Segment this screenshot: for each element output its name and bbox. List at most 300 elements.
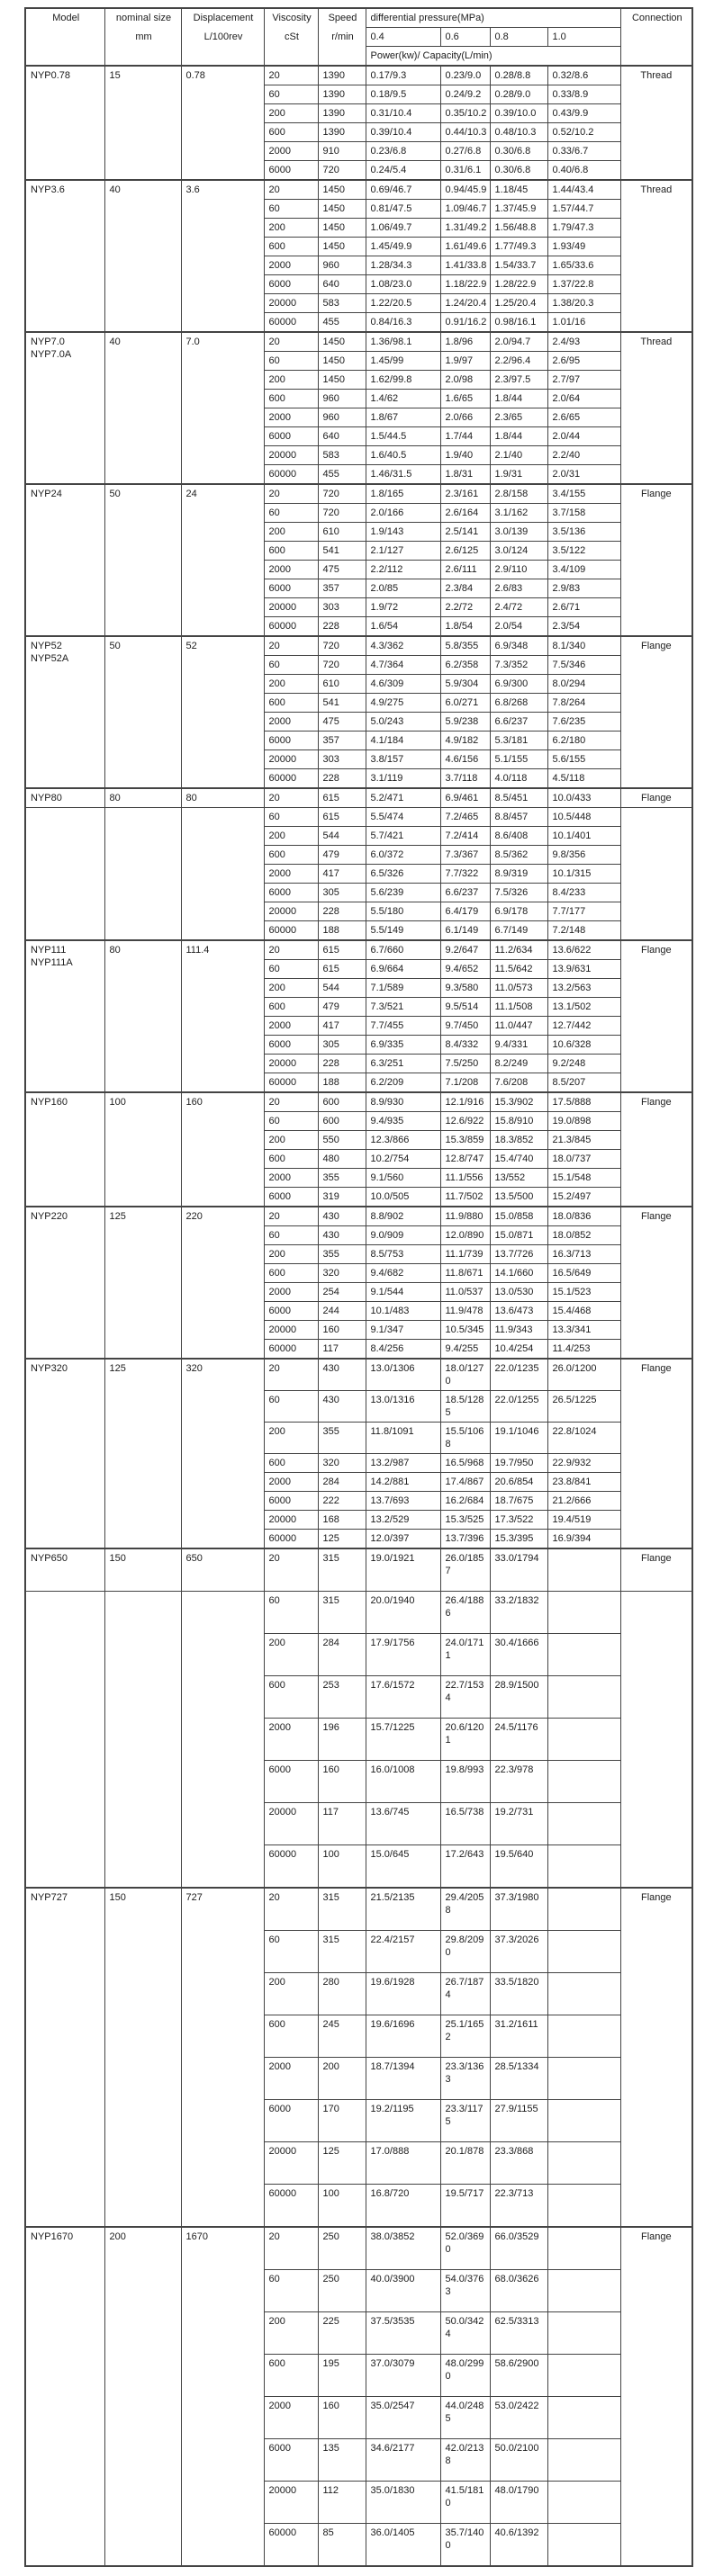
speed-cell: 1450 [318, 180, 366, 200]
p06-cell: 1.9/97 [440, 352, 490, 371]
p06-cell: 0.44/10.3 [440, 123, 490, 142]
speed-cell: 254 [318, 1283, 366, 1302]
viscosity-cell: 6000 [264, 2439, 318, 2482]
viscosity-cell: 2000 [264, 2058, 318, 2100]
header-displacement-unit: L/100rev [203, 31, 243, 42]
p04-cell: 1.45/49.9 [366, 238, 440, 256]
p08-cell: 37.3/2026 [490, 1931, 547, 1973]
p10-cell: 9.8/356 [547, 846, 620, 865]
header-nominal-size [104, 8, 181, 66]
table-row [25, 940, 692, 960]
p04-cell: 5.5/149 [366, 921, 440, 941]
p06-cell: 6.9/461 [440, 788, 490, 808]
p04-cell: 9.1/544 [366, 1283, 440, 1302]
p10-cell [547, 1931, 620, 1973]
p06-cell: 19.8/993 [440, 1761, 490, 1803]
viscosity-cell: 20000 [264, 446, 318, 465]
displacement-cell: 111.4 [181, 940, 264, 1092]
p06-cell: 4.6/156 [440, 750, 490, 769]
p06-cell: 29.8/2090 [440, 1931, 490, 1973]
p08-cell: 13/552 [490, 1169, 547, 1188]
p04-cell: 1.4/62 [366, 390, 440, 408]
viscosity-cell: 600 [264, 998, 318, 1017]
viscosity-cell: 600 [264, 1676, 318, 1719]
p04-cell: 14.2/881 [366, 1473, 440, 1492]
speed-cell: 355 [318, 1245, 366, 1264]
p10-cell: 8.5/207 [547, 1073, 620, 1093]
p04-cell: 10.0/505 [366, 1188, 440, 1207]
p10-cell: 7.7/177 [547, 902, 620, 921]
p10-cell: 6.2/180 [547, 732, 620, 750]
viscosity-cell: 20000 [264, 1803, 318, 1845]
speed-cell: 475 [318, 713, 366, 732]
viscosity-cell: 20000 [264, 294, 318, 313]
viscosity-cell: 200 [264, 523, 318, 542]
p10-cell: 13.1/502 [547, 998, 620, 1017]
p10-cell: 8.0/294 [547, 675, 620, 694]
p08-cell: 22.0/1255 [490, 1391, 547, 1423]
p06-cell: 12.1/916 [440, 1092, 490, 1112]
nominal-size-cell: 150 [104, 1548, 181, 1592]
p04-cell: 3.8/157 [366, 750, 440, 769]
viscosity-cell: 2000 [264, 2397, 318, 2439]
p08-cell: 58.6/2900 [490, 2355, 547, 2397]
viscosity-cell: 60 [264, 1112, 318, 1131]
p08-cell: 11.9/343 [490, 1321, 547, 1340]
p06-cell: 6.0/271 [440, 694, 490, 713]
p06-cell: 23.3/1175 [440, 2100, 490, 2142]
nominal-size-cell: 150 [104, 1888, 181, 2227]
p10-cell: 18.0/836 [547, 1207, 620, 1226]
p06-cell: 15.3/859 [440, 1131, 490, 1150]
p10-cell [547, 2015, 620, 2058]
p06-cell: 11.9/880 [440, 1207, 490, 1226]
p08-cell: 28.9/1500 [490, 1676, 547, 1719]
p08-cell: 33.0/1794 [490, 1548, 547, 1592]
p10-cell: 16.3/713 [547, 1245, 620, 1264]
displacement-cell: 7.0 [181, 332, 264, 484]
model-cell: NYP727 [25, 1888, 104, 2227]
p08-cell: 13.0/530 [490, 1283, 547, 1302]
p08-cell: 4.0/118 [490, 769, 547, 789]
p08-cell: 22.3/978 [490, 1761, 547, 1803]
speed-cell: 320 [318, 1454, 366, 1473]
p04-cell: 15.7/1225 [366, 1719, 440, 1761]
speed-cell: 160 [318, 2397, 366, 2439]
p04-cell: 9.0/909 [366, 1226, 440, 1245]
p08-cell: 0.28/8.8 [490, 66, 547, 85]
p04-cell: 8.4/256 [366, 1340, 440, 1360]
model-cell: NYP0.78 [25, 66, 104, 180]
header-power-capacity: Power(kw)/ Capacity(L/min) [366, 47, 620, 67]
p10-cell: 13.6/622 [547, 940, 620, 960]
p10-cell [547, 2185, 620, 2228]
p08-cell: 19.5/640 [490, 1845, 547, 1889]
p04-cell: 21.5/2135 [366, 1888, 440, 1931]
p04-cell: 3.1/119 [366, 769, 440, 789]
header-nominal-size-unit: mm [135, 31, 152, 42]
p04-cell: 1.08/23.0 [366, 275, 440, 294]
p04-cell: 13.2/529 [366, 1511, 440, 1530]
viscosity-cell: 60 [264, 504, 318, 523]
p08-cell: 62.5/3313 [490, 2312, 547, 2355]
viscosity-cell: 200 [264, 1131, 318, 1150]
p08-cell: 22.0/1235 [490, 1359, 547, 1391]
p08-cell: 31.2/1611 [490, 2015, 547, 2058]
p06-cell: 1.8/31 [440, 465, 490, 485]
p06-cell: 1.8/96 [440, 332, 490, 352]
speed-cell: 244 [318, 1302, 366, 1321]
viscosity-cell: 20000 [264, 902, 318, 921]
viscosity-cell: 20 [264, 1359, 318, 1391]
p10-cell [547, 2482, 620, 2524]
viscosity-cell: 60000 [264, 1073, 318, 1093]
p08-cell: 18.3/852 [490, 1131, 547, 1150]
p06-cell: 5.8/355 [440, 636, 490, 656]
speed-cell: 430 [318, 1359, 366, 1391]
p04-cell: 17.9/1756 [366, 1634, 440, 1676]
p04-cell: 2.1/127 [366, 542, 440, 561]
header-connection: Connection [620, 8, 692, 66]
p04-cell: 6.9/664 [366, 960, 440, 979]
connection-cell: Flange [620, 1548, 692, 1592]
p06-cell: 2.5/141 [440, 523, 490, 542]
speed-cell: 600 [318, 1092, 366, 1112]
p04-cell: 1.9/72 [366, 598, 440, 617]
viscosity-cell: 2000 [264, 865, 318, 884]
header-viscosity-unit: cSt [285, 31, 299, 42]
p10-cell: 10.1/401 [547, 827, 620, 846]
connection-cell: Flange [620, 636, 692, 788]
p04-cell: 4.9/275 [366, 694, 440, 713]
p08-cell: 68.0/3626 [490, 2270, 547, 2312]
p06-cell: 1.8/54 [440, 617, 490, 637]
p06-cell: 22.7/1534 [440, 1676, 490, 1719]
p10-cell: 23.8/841 [547, 1473, 620, 1492]
speed-cell: 320 [318, 1264, 366, 1283]
p06-cell: 16.5/738 [440, 1803, 490, 1845]
p04-cell: 13.7/693 [366, 1492, 440, 1511]
speed-cell: 303 [318, 598, 366, 617]
viscosity-cell: 60 [264, 1226, 318, 1245]
p10-cell: 2.4/93 [547, 332, 620, 352]
p06-cell: 0.31/6.1 [440, 161, 490, 181]
p08-cell: 48.0/1790 [490, 2482, 547, 2524]
speed-cell: 455 [318, 465, 366, 485]
speed-cell: 1450 [318, 219, 366, 238]
p10-cell: 3.4/109 [547, 561, 620, 579]
p10-cell: 1.57/44.7 [547, 200, 620, 219]
p08-cell: 1.56/48.8 [490, 219, 547, 238]
speed-cell: 720 [318, 656, 366, 675]
p08-cell: 1.37/45.9 [490, 200, 547, 219]
p10-cell: 16.9/394 [547, 1530, 620, 1549]
p04-cell: 9.4/682 [366, 1264, 440, 1283]
p08-cell: 10.4/254 [490, 1340, 547, 1360]
p10-cell: 7.5/346 [547, 656, 620, 675]
p08-cell: 11.2/634 [490, 940, 547, 960]
viscosity-cell: 200 [264, 2312, 318, 2355]
header-speed-label: Speed [328, 13, 357, 23]
speed-cell: 615 [318, 960, 366, 979]
speed-cell: 910 [318, 142, 366, 161]
p08-cell: 15.3/395 [490, 1530, 547, 1549]
p04-cell: 19.6/1696 [366, 2015, 440, 2058]
p04-cell: 20.0/1940 [366, 1592, 440, 1634]
viscosity-cell: 6000 [264, 2100, 318, 2142]
viscosity-cell: 60000 [264, 921, 318, 941]
p10-cell: 13.3/341 [547, 1321, 620, 1340]
speed-cell: 480 [318, 1150, 366, 1169]
speed-cell: 1390 [318, 66, 366, 85]
p08-cell: 5.3/181 [490, 732, 547, 750]
speed-cell: 100 [318, 2185, 366, 2228]
viscosity-cell: 20 [264, 1548, 318, 1592]
p10-cell: 22.8/1024 [547, 1423, 620, 1454]
p04-cell: 5.5/474 [366, 808, 440, 827]
p10-cell: 19.4/519 [547, 1511, 620, 1530]
model-cell: NYP1670 [25, 2227, 104, 2566]
nominal-size-cell: 40 [104, 332, 181, 484]
speed-cell: 1450 [318, 238, 366, 256]
p06-cell: 12.0/890 [440, 1226, 490, 1245]
table-row [25, 1207, 692, 1226]
header-model-label: Model [52, 13, 80, 23]
p10-cell [547, 1676, 620, 1719]
viscosity-cell: 60 [264, 2270, 318, 2312]
table-row [25, 180, 692, 200]
p08-cell: 9.4/331 [490, 1036, 547, 1055]
p04-cell: 38.0/3852 [366, 2227, 440, 2270]
p08-cell: 19.2/731 [490, 1803, 547, 1845]
p10-cell: 0.52/10.2 [547, 123, 620, 142]
p06-cell: 7.1/208 [440, 1073, 490, 1093]
p06-cell: 17.2/643 [440, 1845, 490, 1889]
p10-cell: 2.7/97 [547, 371, 620, 390]
p08-cell: 13.7/726 [490, 1245, 547, 1264]
viscosity-cell: 60 [264, 85, 318, 104]
p04-cell: 35.0/2547 [366, 2397, 440, 2439]
p06-cell: 20.1/878 [440, 2142, 490, 2185]
speed-cell: 319 [318, 1188, 366, 1207]
p10-cell [547, 2439, 620, 2482]
p04-cell: 13.6/745 [366, 1803, 440, 1845]
p08-cell: 0.30/6.8 [490, 161, 547, 181]
p04-cell: 8.9/930 [366, 1092, 440, 1112]
speed-cell: 305 [318, 1036, 366, 1055]
p06-cell: 23.3/1363 [440, 2058, 490, 2100]
p08-cell: 1.54/33.7 [490, 256, 547, 275]
p06-cell: 18.0/1270 [440, 1359, 490, 1391]
viscosity-cell: 2000 [264, 1283, 318, 1302]
p10-cell: 10.6/328 [547, 1036, 620, 1055]
p04-cell: 19.6/1928 [366, 1973, 440, 2015]
header-model [25, 8, 104, 66]
p06-cell: 15.5/1068 [440, 1423, 490, 1454]
speed-cell: 228 [318, 769, 366, 789]
p06-cell: 0.91/16.2 [440, 313, 490, 333]
viscosity-cell: 60000 [264, 1530, 318, 1549]
viscosity-cell: 200 [264, 1634, 318, 1676]
p10-cell: 15.2/497 [547, 1188, 620, 1207]
p10-cell: 15.1/548 [547, 1169, 620, 1188]
connection-cell: Flange [620, 1092, 692, 1207]
p06-cell: 2.6/164 [440, 504, 490, 523]
model-cell [25, 808, 104, 941]
model-cell: NYP3.6 [25, 180, 104, 332]
p10-cell: 21.2/666 [547, 1492, 620, 1511]
p10-cell: 18.0/737 [547, 1150, 620, 1169]
viscosity-cell: 600 [264, 542, 318, 561]
table-row [25, 332, 692, 352]
p04-cell: 5.6/239 [366, 884, 440, 902]
speed-cell: 85 [318, 2524, 366, 2567]
p06-cell: 11.9/478 [440, 1302, 490, 1321]
displacement-cell: 0.78 [181, 66, 264, 180]
p10-cell [547, 2524, 620, 2567]
displacement-cell: 320 [181, 1359, 264, 1548]
p06-cell: 2.6/125 [440, 542, 490, 561]
p10-cell [547, 1592, 620, 1634]
speed-cell: 284 [318, 1634, 366, 1676]
displacement-cell: 160 [181, 1092, 264, 1207]
viscosity-cell: 600 [264, 1264, 318, 1283]
nominal-size-cell: 125 [104, 1359, 181, 1548]
p06-cell: 11.1/556 [440, 1169, 490, 1188]
speed-cell: 196 [318, 1719, 366, 1761]
p04-cell: 1.6/54 [366, 617, 440, 637]
viscosity-cell: 60000 [264, 313, 318, 333]
p10-cell: 11.4/253 [547, 1340, 620, 1360]
viscosity-cell: 60000 [264, 1845, 318, 1889]
p10-cell: 2.6/65 [547, 408, 620, 427]
p10-cell: 21.3/845 [547, 1131, 620, 1150]
p08-cell: 33.2/1832 [490, 1592, 547, 1634]
connection-cell: Thread [620, 66, 692, 180]
p06-cell: 2.6/111 [440, 561, 490, 579]
p10-cell: 26.0/1200 [547, 1359, 620, 1391]
p04-cell: 8.5/753 [366, 1245, 440, 1264]
viscosity-cell: 200 [264, 827, 318, 846]
model-cell: NYP52 NYP52A [25, 636, 104, 788]
p04-cell: 2.0/166 [366, 504, 440, 523]
speed-cell: 315 [318, 1931, 366, 1973]
p04-cell: 19.2/1195 [366, 2100, 440, 2142]
p06-cell: 6.6/237 [440, 884, 490, 902]
p08-cell: 15.3/902 [490, 1092, 547, 1112]
viscosity-cell: 20 [264, 1092, 318, 1112]
p08-cell: 6.9/348 [490, 636, 547, 656]
p08-cell: 1.8/44 [490, 427, 547, 446]
p08-cell: 2.0/54 [490, 617, 547, 637]
p10-cell [547, 1761, 620, 1803]
header-displacement-label: Displacement [193, 13, 254, 23]
p04-cell: 1.62/99.8 [366, 371, 440, 390]
speed-cell: 417 [318, 1017, 366, 1036]
p10-cell: 3.4/155 [547, 484, 620, 504]
p10-cell: 1.01/16 [547, 313, 620, 333]
speed-cell: 195 [318, 2355, 366, 2397]
viscosity-cell: 2000 [264, 1473, 318, 1492]
viscosity-cell: 200 [264, 371, 318, 390]
speed-cell: 188 [318, 921, 366, 941]
nominal-size-cell: 125 [104, 1207, 181, 1359]
table-row [25, 1592, 692, 1634]
speed-cell: 583 [318, 294, 366, 313]
speed-cell: 112 [318, 2482, 366, 2524]
speed-cell: 479 [318, 998, 366, 1017]
header-pressure-0.6: 0.6 [440, 28, 490, 47]
p04-cell: 1.6/40.5 [366, 446, 440, 465]
p10-cell: 15.1/523 [547, 1283, 620, 1302]
p08-cell: 8.6/408 [490, 827, 547, 846]
p10-cell: 3.7/158 [547, 504, 620, 523]
p08-cell: 2.3/65 [490, 408, 547, 427]
p06-cell: 44.0/2485 [440, 2397, 490, 2439]
p06-cell: 1.7/44 [440, 427, 490, 446]
p04-cell: 7.7/455 [366, 1017, 440, 1036]
connection-cell: Flange [620, 940, 692, 1092]
p10-cell [547, 2312, 620, 2355]
p06-cell: 1.09/46.7 [440, 200, 490, 219]
p08-cell: 37.3/1980 [490, 1888, 547, 1931]
p04-cell: 9.1/560 [366, 1169, 440, 1188]
p08-cell: 2.6/83 [490, 579, 547, 598]
p10-cell: 26.5/1225 [547, 1391, 620, 1423]
speed-cell: 417 [318, 865, 366, 884]
viscosity-cell: 60000 [264, 2524, 318, 2567]
p06-cell: 48.0/2990 [440, 2355, 490, 2397]
header-speed [318, 8, 366, 66]
p10-cell: 9.2/248 [547, 1055, 620, 1073]
p04-cell: 1.5/44.5 [366, 427, 440, 446]
p04-cell: 1.8/165 [366, 484, 440, 504]
p06-cell: 1.61/49.6 [440, 238, 490, 256]
p10-cell: 3.5/136 [547, 523, 620, 542]
p04-cell: 13.0/1306 [366, 1359, 440, 1391]
model-cell [25, 1592, 104, 1889]
p06-cell: 24.0/1711 [440, 1634, 490, 1676]
p08-cell: 11.0/573 [490, 979, 547, 998]
p08-cell: 6.6/237 [490, 713, 547, 732]
nominal-size-cell: 80 [104, 788, 181, 808]
p10-cell: 2.6/95 [547, 352, 620, 371]
p08-cell: 13.5/500 [490, 1188, 547, 1207]
p08-cell: 40.6/1392 [490, 2524, 547, 2567]
p10-cell: 1.44/43.4 [547, 180, 620, 200]
speed-cell: 544 [318, 827, 366, 846]
speed-cell: 720 [318, 504, 366, 523]
nominal-size-cell: 200 [104, 2227, 181, 2566]
p08-cell: 6.9/178 [490, 902, 547, 921]
p08-cell: 0.48/10.3 [490, 123, 547, 142]
p10-cell [547, 1973, 620, 2015]
p06-cell: 9.4/652 [440, 960, 490, 979]
speed-cell: 615 [318, 788, 366, 808]
p04-cell: 19.0/1921 [366, 1548, 440, 1592]
viscosity-cell: 6000 [264, 884, 318, 902]
p06-cell: 9.3/580 [440, 979, 490, 998]
speed-cell: 245 [318, 2015, 366, 2058]
viscosity-cell: 2000 [264, 713, 318, 732]
p06-cell: 12.6/922 [440, 1112, 490, 1131]
p08-cell: 27.9/1155 [490, 2100, 547, 2142]
p06-cell: 1.18/22.9 [440, 275, 490, 294]
p08-cell: 1.18/45 [490, 180, 547, 200]
viscosity-cell: 6000 [264, 161, 318, 181]
viscosity-cell: 2000 [264, 256, 318, 275]
p10-cell: 2.2/40 [547, 446, 620, 465]
